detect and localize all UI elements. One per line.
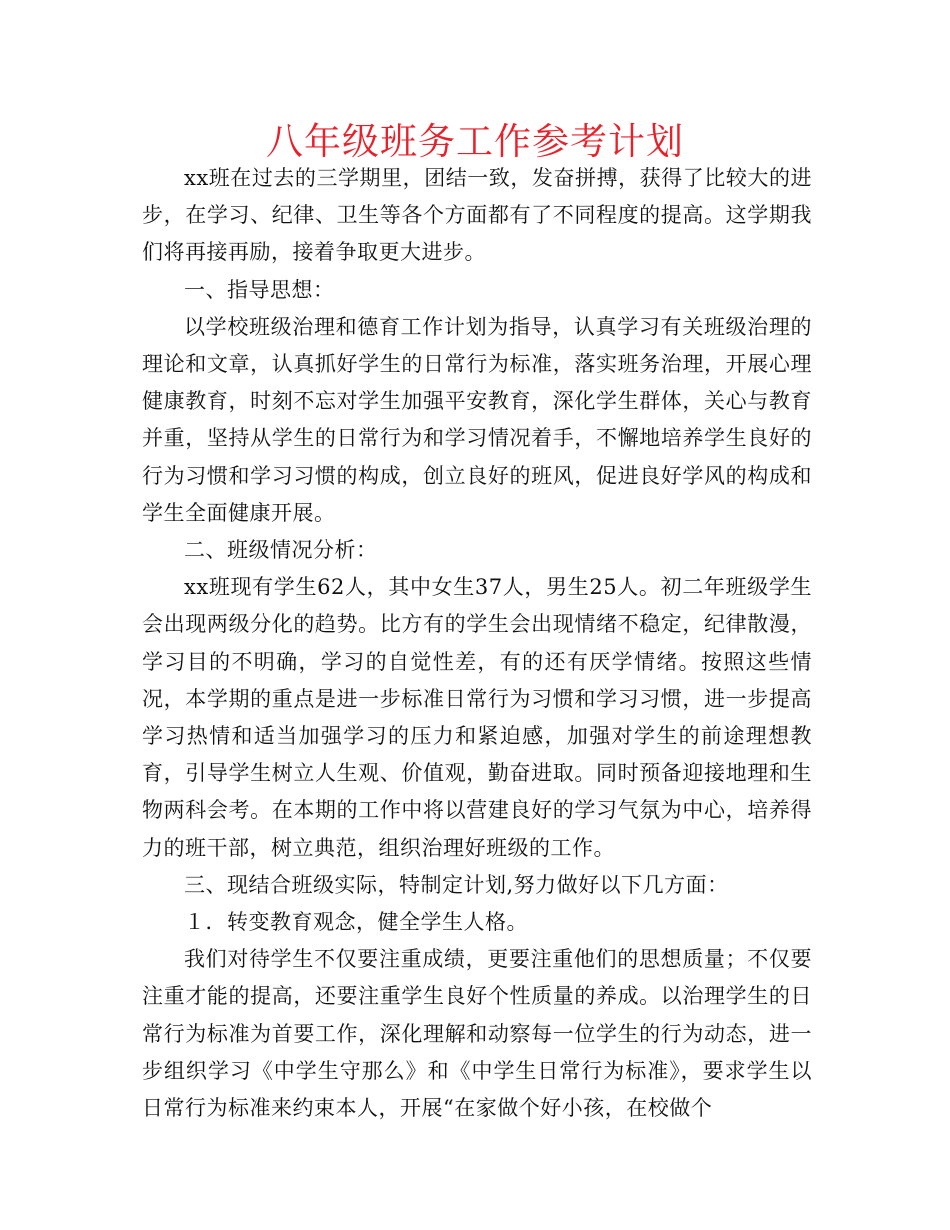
document-body <box>142 160 812 1127</box>
heading-plan: 三、现结合班级实际，特制定计划,努力做好以下几方面： <box>184 872 729 897</box>
paragraph-class-analysis: xx班现有学生62人，其中女生37人，男生25人。初二年班级学生会出现两级分化的趋势。比方有的学生会出现情绪不稳定，纪律散漫，学习目的不明确，学习的自觉性差，有的还有厌学情绪。按照这些情况，本学期的重点是进一步标准日常行为习惯和学习习惯，进一步提高学习热情和适当加强学习的压力和紧迫感，加强对学生的前途理想教育，引导学生树立人生观、价值观，勤奋进取。同时预备迎接地理和生物两科会考。在本期的工作中将以营建良好的学习气氛为中心，培养得力的班干部，树立典范，组织治理好班级的工作。 <box>142 575 812 860</box>
paragraph-item-1: 我们对待学生不仅要注重成绩，更要注重他们的思想质量；不仅要注重才能的提高，还要注重学生良好个性质量的养成。以治理学生的日常行为标准为首要工作，深化理解和动察每一位学生的行为动态，进一步组织学习《中学生守那么》和《中学生日常行为标准》，要求学生以日常行为标准来约束本人，开展“在家做个好小孩，在校做个 <box>142 947 812 1121</box>
paragraph-guiding-thought: 以学校班级治理和德育工作计划为指导，认真学习有关班级治理的理论和文章，认真抓好学生的日常行为标准，落实班务治理，开展心理健康教育，时刻不忘对学生加强平安教育，深化学生群体，关心与教育并重，坚持从学生的日常行为和学习情况着手，不懈地培养学生良好的行为习惯和学习习惯的构成，创立良好的班风，促进良好学风的构成和学生全面健康开展。 <box>142 314 812 525</box>
document-title: 八年级班务工作参考计划 <box>266 120 684 163</box>
paragraph-intro: xx班在过去的三学期里，团结一致，发奋拼搏，获得了比较大的进步，在学习、纪律、卫生等各个方面都有了不同程度的提高。这学期我们将再接再励，接着争取更大进步。 <box>142 166 812 265</box>
heading-item-1: １．转变教育观念，健全学生人格。 <box>184 910 528 935</box>
heading-class-analysis: 二、班级情况分析： <box>184 538 378 563</box>
heading-guiding-thought: 一、指导思想： <box>184 277 335 302</box>
